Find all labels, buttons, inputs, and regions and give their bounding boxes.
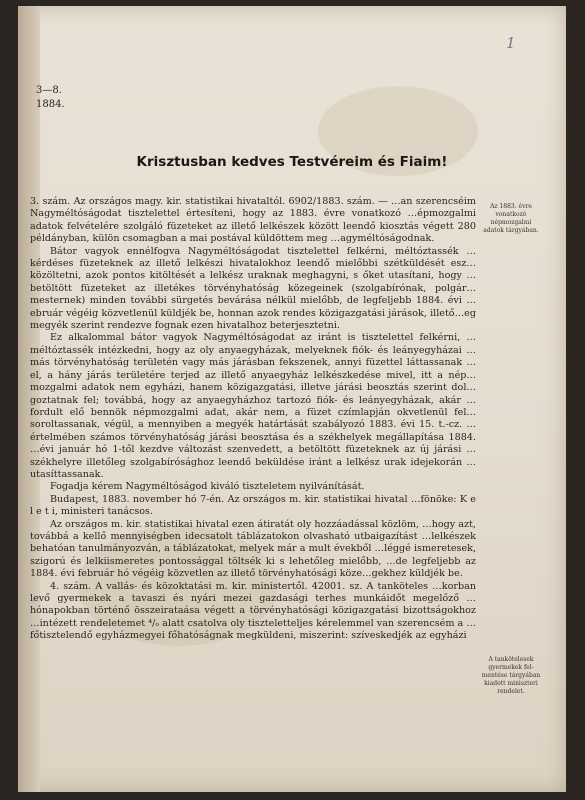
- document-body: [30, 196, 476, 643]
- date-line-2: 1884.: [36, 99, 65, 110]
- paragraph: Fogadja kérem Nagyméltóságod kiváló tiszteletem nyilvánítását.: [50, 481, 365, 493]
- paragraph: Ez alkalommal bátor vagyok Nagyméltóságodat az iránt is tisztelettel felkérni, …méltóztassék intézkedni, hogy az oly anyaegyházak, melyeknek fiók- és leányegyházai …más törvényhatóság területén vagy más járásban fekszenek, annyi füzettel láttassanak …el, a hány járás területére terjed az illető anyaegyház lelkészkedése mivel, itt a nép…mozgalmi adatok nem egyházi, hanem közigazgatási, illetve járási beosztás szerint dol…goztatnak fel; továbbá, hogy az anyaegyházhoz tartozó fiók- és leányegyházak, akár …fordult elő bennök népmozgalmi adat, akár nem, a füzet czímlapján okvetlenül fel…soroltassanak, végül, a mennyiben a megyék határtását szabályozó 1883. évi 15. t.-cz. …értelmében számos törvényhatóság járási beosztása és a székhelyek megállapítása 1884. …évi január hó 1-től kezdve változást szenvedett, a betöltött füzeteknek az új járási …székhelyre illetőleg szolgabírósághoz leendő beküldése iránt a lelkész urak idejekorán …utasíttassanak.: [30, 332, 476, 480]
- handwritten-page-number: 1: [506, 34, 516, 52]
- paragraph: Bátor vagyok ennélfogva Nagyméltóságodat tisztelettel felkérni, méltóztassék …kérdéses füzeteknek az illető lelkészi hivatalokhoz leendő mielőbbi szétküldését esz…közöltetni, azok pontos kitöltését a lelkész uraknak meghagyni, s őket utasítani, hogy …betöltött füzeteket az illetékes törvényhatóság közegeinek (szolgabírónak, polgár…mesternek) minden további sürgetés bevárása nélkül mielőbb, de legfeljebb 1884. évi …ebruár végéig közvetlenül küldjék be, honnan azok rendes közigazgatási járások, illető…eg megyék szerint rendezve fognak ezen hivatalhoz beterjesztetni.: [30, 245, 476, 332]
- paragraph: 4. szám. A vallás- és közoktatási m. kir. ministertől. 42001. sz. A tanköteles …korban levő gyermekek a tavaszi és nyári mezei gazdasági terhes munkáidőt megelőző …hónapokban történő összeirataása végett a törvényhatósági közigazgatási bizottságokhoz …intézett rendeletemet ⁴/ₒ alatt csatolva oly tiszteletteljes kérelemmel van szerencsém a …főtisztelendő egyházmegyei főhatóságnak megküldeni, miszerint: szíveskedjék az egyházi: [30, 580, 476, 642]
- date-line-1: 3—8.: [36, 85, 62, 96]
- document-date: [36, 84, 65, 112]
- paragraph: 3. szám. Az országos magy. kir. statistikai hivataltól. 6902/1883. szám. — …an szerencséim Nagyméltóságodat tisztelettel értesíteni, hogy az 1883. évre vonatkozó …épmozgalmi adatok felvételére szolgáló füzeteket az illető lelkészek között leendő kiosztás végett 280 példányban, külön csomagban a mai postával küldöttem meg …agyméltóságodnak.: [30, 196, 476, 245]
- margin-note: Az 1883. évre vonatkozó népmozgalmi adatok tárgyában.: [483, 203, 539, 234]
- paragraph: Az országos m. kir. statistikai hivatal ezen átiratát oly hozzáadással közlöm, …hogy azt, továbbá a kellő mennyiségben idecsatolt táblázatokon olvasható utbaigazítást …lelkészek behatóan tanulmányozván, a táblázatokat, melyek már a mult évekből …léggé ismeretesek, szigorú és lelkiismeretes pontossággal töltsék ki s lehetőleg mielőbb, …de legfeljebb az 1884. évi február hó végéig közvetlen az illető törvényhatósági köze…gekhez küldjék be.: [30, 518, 476, 580]
- document-page: [18, 6, 566, 792]
- margin-note: A tankötelesek gyermekek felmentése tárgyában kiadott miniszteri rendelet.: [481, 656, 541, 695]
- document-title: Krisztusban kedves Testvéreim és Fiaim!: [136, 154, 448, 170]
- paragraph: Budapest, 1883. november hó 7-én. Az országos m. kir. statistikai hivatal …fönöke: K e l e t i, ministeri tanácsos.: [30, 493, 476, 518]
